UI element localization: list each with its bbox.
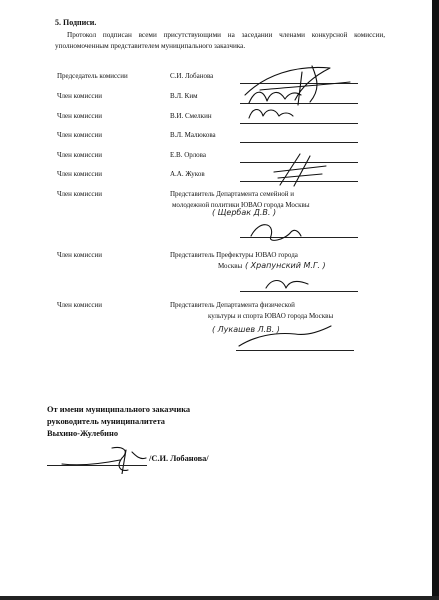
scan-edge-bottom bbox=[0, 596, 439, 600]
representative-line2: Москвы bbox=[218, 262, 243, 270]
signature-line bbox=[240, 162, 358, 163]
signature-line bbox=[240, 103, 358, 104]
member-name: В.Л. Малюкова bbox=[170, 131, 216, 139]
signature-line bbox=[240, 237, 358, 238]
representative-line1: Представитель Префектуры ЮВАО города bbox=[170, 251, 298, 259]
member-role: Член комиссии bbox=[57, 251, 102, 259]
handwritten-name: ( Щербак Д.В. ) bbox=[212, 208, 277, 217]
signature-line bbox=[240, 181, 358, 182]
signature-line bbox=[47, 465, 147, 466]
customer-line1: От имени муниципального заказчика bbox=[47, 405, 191, 414]
member-name: А.А. Жуков bbox=[170, 170, 205, 178]
signature-line bbox=[240, 291, 358, 292]
customer-line3: Выхино-Жулебино bbox=[47, 429, 119, 438]
member-role: Член комиссии bbox=[57, 170, 102, 178]
intro-paragraph: Протокол подписан всеми присутствующими на заседании членами конкурсной комиссии, уполномоченным представителем муниципального заказчика. bbox=[55, 31, 385, 50]
customer-block bbox=[47, 404, 190, 440]
member-role: Член комиссии bbox=[57, 190, 102, 198]
member-name: Е.В. Орлова bbox=[170, 151, 206, 159]
member-role: Член комиссии bbox=[57, 131, 102, 139]
representative-line2: культуры и спорта ЮВАО города Москвы bbox=[208, 312, 334, 320]
signature-line bbox=[240, 83, 358, 84]
representative-line2: молодежной политики ЮВАО города Москвы bbox=[172, 201, 310, 209]
member-name: С.И. Лобанова bbox=[170, 72, 214, 80]
member-role: Член комиссии bbox=[57, 92, 102, 100]
handwritten-name: ( Лукашев Л.В. ) bbox=[212, 325, 280, 334]
member-role: Член комиссии bbox=[57, 112, 102, 120]
signature-line bbox=[236, 350, 354, 351]
scan-edge-right bbox=[432, 0, 439, 600]
member-role: Член комиссии bbox=[57, 301, 102, 309]
customer-line2: руководитель муниципалитета bbox=[47, 417, 165, 426]
representative-line1: Представитель Департамента физической bbox=[170, 301, 295, 309]
signature-customer bbox=[60, 444, 160, 474]
signature-rep-1 bbox=[245, 218, 305, 244]
member-name: В.И. Смелкин bbox=[170, 112, 212, 120]
member-role: Председатель комиссии bbox=[57, 72, 128, 80]
member-role: Член комиссии bbox=[57, 151, 102, 159]
section-heading: 5. Подписи. bbox=[55, 18, 97, 27]
signature-line bbox=[240, 123, 358, 124]
signature-line bbox=[240, 142, 358, 143]
customer-signer: /С.И. Лобанова/ bbox=[149, 454, 209, 463]
member-name: В.Л. Ким bbox=[170, 92, 198, 100]
handwritten-name: ( Храпунский М.Г. ) bbox=[245, 261, 326, 270]
representative-line1: Представитель Департамента семейной и bbox=[170, 190, 294, 198]
